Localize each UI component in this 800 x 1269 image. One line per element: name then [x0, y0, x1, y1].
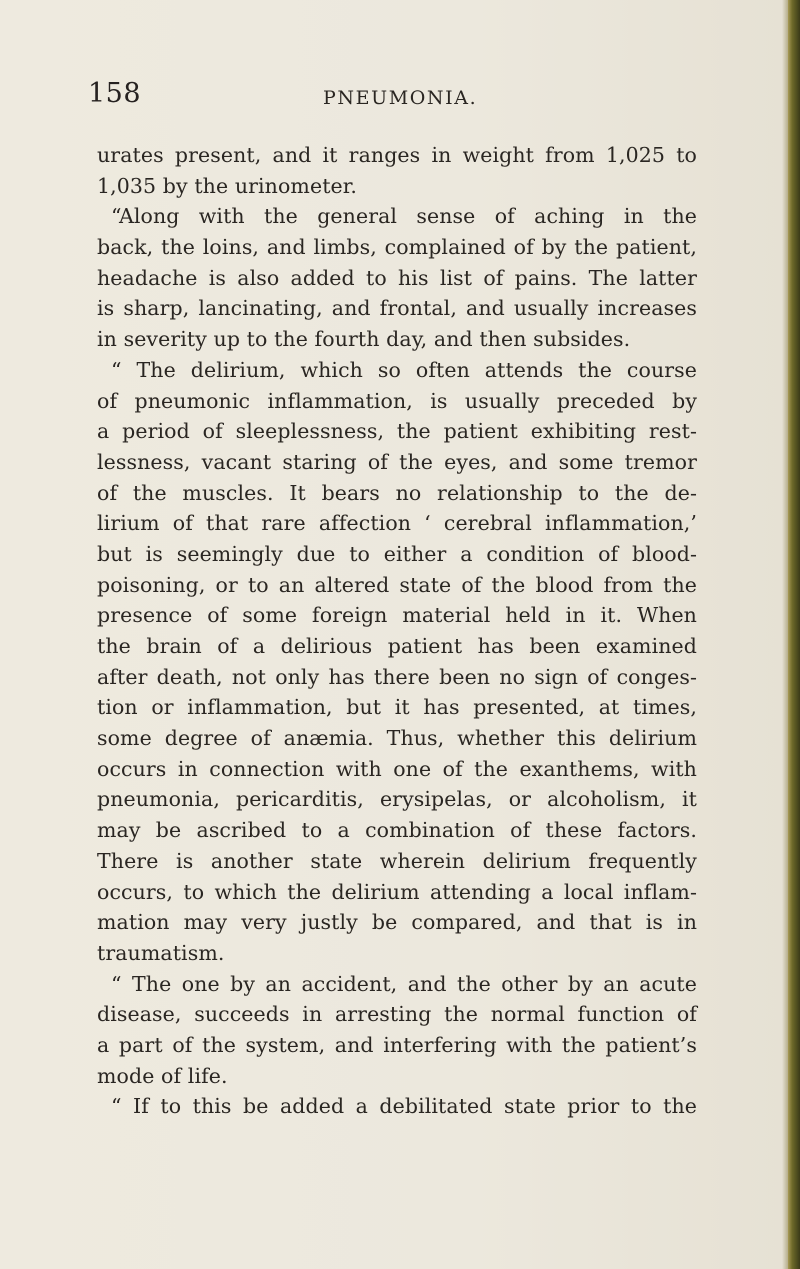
text-line: “ The delirium, which so often attends the course: [111, 357, 697, 382]
text-line: a part of the system, and interfering with the patient’s: [97, 1032, 697, 1057]
text-line: traumatism.: [97, 940, 225, 965]
text-line: poisoning, or to an altered state of the blood from the: [97, 572, 697, 597]
text-line: “ The one by an accident, and the other by an acute: [111, 971, 697, 996]
text-line: is sharp, lancinating, and frontal, and usually increases: [97, 296, 697, 321]
text-line: pneumonia, pericarditis, erysipelas, or alcoholism, it: [97, 787, 697, 812]
text-line: back, the loins, and limbs, complained of by the patient,: [97, 235, 697, 260]
body-text: [97, 140, 697, 1122]
text-line: may be ascribed to a combination of these factors.: [97, 818, 697, 843]
text-line: but is seemingly due to either a condition of blood-: [97, 541, 697, 566]
running-title: PNEUMONIA.: [323, 87, 478, 109]
text-line: mation may very justly be compared, and that is in: [97, 910, 697, 935]
text-line: presence of some foreign material held in it. When: [97, 603, 697, 628]
text-line: a period of sleeplessness, the patient exhibiting rest-: [97, 419, 697, 444]
text-line: after death, not only has there been no sign of conges-: [97, 664, 697, 689]
text-line: occurs, to which the delirium attending a local inflam-: [97, 879, 697, 904]
page-header: [0, 78, 788, 112]
page-edge: [788, 0, 800, 1269]
text-line: tion or inflammation, but it has presented, at times,: [97, 695, 697, 720]
text-line: the brain of a delirious patient has been examined: [97, 634, 697, 658]
text-line: disease, succeeds in arresting the normal function of: [97, 1002, 697, 1027]
text-line: “Along with the general sense of aching in the: [111, 204, 697, 229]
text-line: “ If to this be added a debilitated state prior to the: [111, 1094, 697, 1119]
text-line: some degree of anæmia. Thus, whether this delirium: [97, 726, 697, 751]
text-line: in severity up to the fourth day, and then subsides.: [97, 327, 631, 352]
text-line: occurs in connection with one of the exanthems, with: [97, 756, 697, 781]
text-line: of the muscles. It bears no relationship to the de-: [97, 480, 697, 505]
text-line: headache is also added to his list of pains. The latter: [97, 265, 697, 290]
text-line: 1,035 by the urinometer.: [97, 173, 358, 198]
text-line: mode of life.: [97, 1063, 228, 1088]
text-line: urates present, and it ranges in weight from 1,025 to: [97, 143, 697, 167]
text-line: There is another state wherein delirium frequently: [97, 848, 697, 873]
text-line: of pneumonic inflammation, is usually preceded by: [97, 388, 697, 413]
text-line: lirium of that rare affection ‘ cerebral inflammation,’: [97, 511, 697, 536]
page-number: 158: [88, 78, 142, 109]
text-line: lessness, vacant staring of the eyes, and some tremor: [97, 449, 697, 474]
